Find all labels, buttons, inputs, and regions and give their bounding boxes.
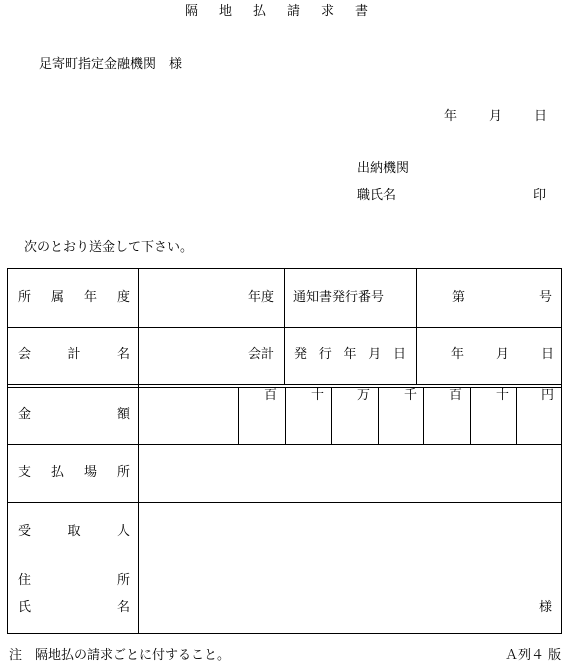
issue-date-parts [451,347,554,363]
issue-date-month: 月 [495,347,509,362]
issue-date-year: 年 [451,347,465,362]
amount-unit-yen: 円 [541,388,555,403]
amount-unit-ten-million: 十 [311,388,325,403]
institution-label: 出納機関 [357,161,410,176]
label-char: 所 [116,573,130,588]
honorific: 様 [539,600,553,615]
label-char: 年 [83,290,97,305]
fiscal-year-label [18,290,130,306]
official-name-label: 職氏名 [357,188,397,203]
label-char: 所 [18,290,32,305]
label-char: 行 [318,347,332,362]
address-label [18,573,130,589]
label-char: 取 [67,524,81,539]
label-char: 名 [116,600,130,615]
number-prefix: 第 [452,290,466,305]
label-char: 住 [18,573,32,588]
issue-date-label [294,347,406,363]
amount-unit-thousand: 千 [404,388,418,403]
addressee: 足寄町指定金融機関 様 [39,57,183,72]
form-code: Ａ列４ 版 [505,648,562,663]
label-char: 属 [50,290,64,305]
date-line [444,109,547,125]
label-char: 氏 [18,600,32,615]
instruction-text: 次のとおり送金して下さい。 [24,240,194,255]
number-suffix: 号 [539,290,553,305]
payment-place-label [18,465,130,481]
label-char: 発 [294,347,308,362]
amount-unit-ten-thousand: 万 [357,388,371,403]
amount-unit-hundred: 百 [449,388,463,403]
label-char: 月 [368,347,382,362]
label-char: 金 [18,407,32,422]
label-char: 所 [116,465,130,480]
seal-label: 印 [533,188,547,203]
label-char: 年 [343,347,357,362]
label-char: 人 [116,524,130,539]
document-title: 隔地払請求書 [184,4,389,19]
request-form-table [7,268,562,634]
payee-label [18,524,130,540]
account-unit: 会計 [248,347,275,362]
footnote: 注 隔地払の請求ごとに付すること。 [9,648,231,663]
date-year: 年 [444,109,458,124]
account-label [18,347,130,363]
label-char: 度 [116,290,130,305]
amount-unit-ten: 十 [496,388,510,403]
date-day: 日 [533,109,547,124]
label-char: 名 [116,347,130,362]
label-char: 計 [67,347,81,362]
fiscal-year-unit: 年度 [248,290,275,305]
issue-date-day: 日 [540,347,554,362]
label-char: 支 [18,465,32,480]
amount-label [18,407,130,423]
notice-number-label: 通知書発行番号 [293,290,385,305]
amount-unit-hundred-million: 百 [264,388,278,403]
label-char: 額 [116,407,130,422]
label-char: 会 [18,347,32,362]
label-char: 払 [50,465,64,480]
name-label [18,600,130,616]
label-char: 日 [392,347,406,362]
label-char: 受 [18,524,32,539]
label-char: 場 [83,465,97,480]
date-month: 月 [488,109,502,124]
